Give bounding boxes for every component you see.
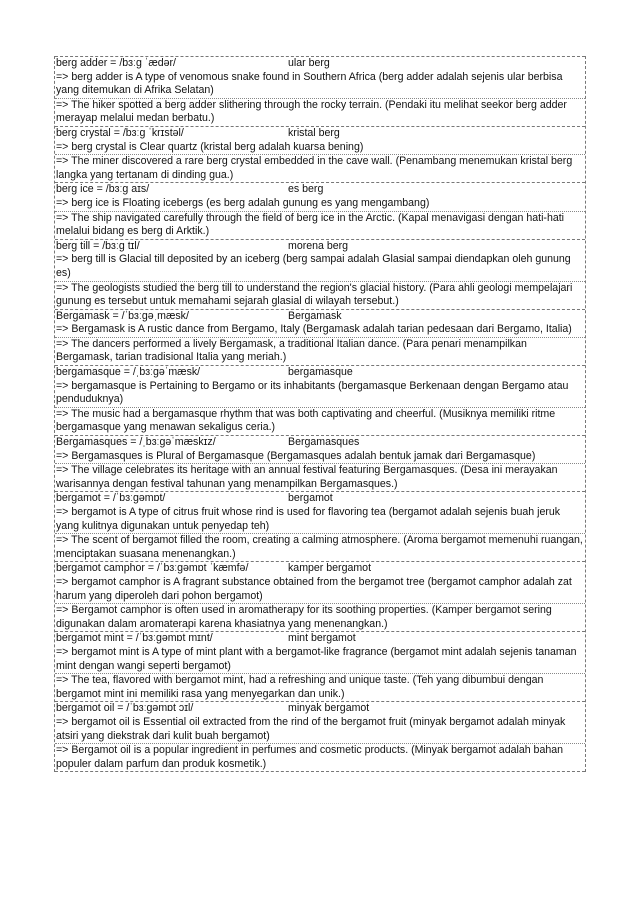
headword-line <box>55 183 585 197</box>
translation: morena berg <box>288 239 349 252</box>
example-sentence: => The hiker spotted a berg adder slithering through the rocky terrain. (Pendaki itu melihat seekor berg adder merayap melalui medan berbatu.) <box>56 98 567 125</box>
vocabulary-list <box>54 56 586 772</box>
headword-line <box>55 436 585 450</box>
headword-line <box>55 702 585 716</box>
headword-line <box>55 57 585 71</box>
headword: bergamot mint = /ˈbɜːɡəmɒt mɪnt/ <box>56 632 213 645</box>
headword-line <box>55 127 585 141</box>
entry-bergamasques <box>55 435 585 491</box>
headword: Bergamasques = /ˌbɜːɡəˈmæskɪz/ <box>56 436 216 449</box>
entry-berg-ice <box>55 182 585 238</box>
headword: berg adder = /bɜːɡ ˈædər/ <box>56 57 176 69</box>
example-sentence: => The dancers performed a lively Bergamask, a traditional Italian dance. (Para penari menampilkan Bergamask, tarian tradisional Italia yang meriah.) <box>56 337 527 364</box>
headword-line <box>55 240 585 254</box>
headword-line <box>55 562 585 576</box>
entry-berg-adder <box>55 56 585 126</box>
example-sentence: => Bergamot oil is a popular ingredient in perfumes and cosmetic products. (Minyak bergamot adalah bahan populer dalam parfum dan produk kosmetik.) <box>56 744 564 770</box>
headword-line <box>55 310 585 324</box>
entry-berg-crystal <box>55 126 585 182</box>
definition: => berg ice is Floating icebergs (es berg adalah gunung es yang mengambang) <box>55 197 585 212</box>
definition: => berg till is Glacial till deposited by an iceberg (berg sampai adalah Glasial sampai diendapkan oleh gunung es) <box>55 253 585 281</box>
example-sentence: => The ship navigated carefully through the field of berg ice in the Arctic. (Kapal menavigasi dengan hati-hati melalui bidang es berg di Arktik.) <box>56 211 565 238</box>
example-sentence: => Bergamot camphor is often used in aromatherapy for its soothing properties. (Kamper bergamot sering digunakan dalam aromaterapi karena khasiatnya yang menenangkan.) <box>56 604 552 630</box>
definition: => Bergamask is A rustic dance from Bergamo, Italy (Bergamask adalah tarian pedesaan dari Bergamo, Italia) <box>55 323 585 338</box>
entry-bergamot-mint <box>55 631 585 701</box>
translation: es berg <box>288 183 324 196</box>
example-sentence: => The miner discovered a rare berg crystal embedded in the cave wall. (Penambang menemukan kristal berg langka yang tertanam di dinding gua.) <box>56 155 573 181</box>
translation: Bergamask <box>288 309 342 322</box>
definition: => bergamot oil is Essential oil extracted from the rind of the bergamot fruit (minyak bergamot adalah minyak atsiri yang diekstrak dari kulit buah bergamot) <box>55 716 585 744</box>
headword: berg ice = /bɜːɡ aɪs/ <box>56 183 150 196</box>
example-sentence: => The tea, flavored with bergamot mint, had a refreshing and unique taste. (Teh yang dibumbui dengan bergamot mint ini memiliki rasa yang menyegarkan dan unik.) <box>56 674 544 700</box>
translation: bergamasque <box>288 366 353 379</box>
headword-line <box>55 632 585 646</box>
entry-bergamask <box>55 309 585 365</box>
definition: => bergamot camphor is A fragrant substance obtained from the bergamot tree (bergamot camphor adalah zat harum yang diperoleh dari pohon bergamot) <box>55 576 585 604</box>
entry-berg-till <box>55 239 585 309</box>
translation: kristal berg <box>288 126 340 139</box>
headword: bergamasque = /ˌbɜːɡəˈmæsk/ <box>56 366 201 379</box>
entry-bergamot-camphor <box>55 561 585 631</box>
translation: bergamot <box>288 492 333 505</box>
entry-bergamot <box>55 491 585 561</box>
headword: bergamot oil = /ˈbɜːɡəmɒt ɔɪl/ <box>56 702 194 715</box>
example-sentence: => The music had a bergamasque rhythm that was both captivating and cheerful. (Musiknya memiliki ritme bergamasque yang menawan sekaligus ceria.) <box>56 407 556 434</box>
entry-bergamasque <box>55 365 585 435</box>
definition: => berg crystal is Clear quartz (kristal berg adalah kuarsa bening) <box>55 141 585 156</box>
translation: kamper bergamot <box>288 562 372 575</box>
example-sentence: => The village celebrates its heritage with an annual festival featuring Bergamasques. (Desa ini merayakan warisannya dengan festival tahunan yang menampilkan Bergamasques.) <box>56 464 558 490</box>
definition: => bergamot is A type of citrus fruit whose rind is used for flavoring tea (bergamot adalah sejenis buah jeruk yang kulitnya digunakan untuk penyedap teh) <box>55 506 585 534</box>
definition: => berg adder is A type of venomous snake found in Southern Africa (berg adder adalah sejenis ular berbisa yang ditemukan di Afrika Selatan) <box>55 71 585 99</box>
example-sentence: => The scent of bergamot filled the room, creating a calming atmosphere. (Aroma bergamot memenuhi ruangan, menciptakan suasana menenangkan.) <box>56 534 583 560</box>
definition: => bergamot mint is A type of mint plant with a bergamot-like fragrance (bergamot mint adalah sejenis tanaman mint dengan wangi seperti bergamot) <box>55 646 585 674</box>
headword-line <box>55 492 585 506</box>
translation: minyak bergamot <box>288 702 370 715</box>
headword: berg till = /bɜːɡ tɪl/ <box>56 239 140 252</box>
headword: berg crystal = /bɜːɡ ˈkrɪstəl/ <box>56 126 184 139</box>
translation: Bergamasques <box>288 436 360 449</box>
headword: bergamot = /ˈbɜːɡəmɒt/ <box>56 492 166 505</box>
headword: bergamot camphor = /ˈbɜːɡəmɒt ˈkæmfə/ <box>56 562 249 575</box>
headword-line <box>55 366 585 380</box>
translation: mint bergamot <box>288 632 356 645</box>
definition: => bergamasque is Pertaining to Bergamo or its inhabitants (bergamasque Berkenaan dengan Bergamo atau penduduknya) <box>55 380 585 408</box>
translation: ular berg <box>288 57 330 69</box>
definition: => Bergamasques is Plural of Bergamasque (Bergamasques adalah bentuk jamak dari Bergamasque) <box>55 450 585 465</box>
example-sentence: => The geologists studied the berg till to understand the region's glacial history. (Para ahli geologi mempelajari gunung es tersebut untuk memahami sejarah glasial di wilayah tersebut.) <box>56 281 573 308</box>
entry-bergamot-oil <box>55 701 585 772</box>
headword: Bergamask = /ˈbɜːɡəˌmæsk/ <box>56 309 189 322</box>
